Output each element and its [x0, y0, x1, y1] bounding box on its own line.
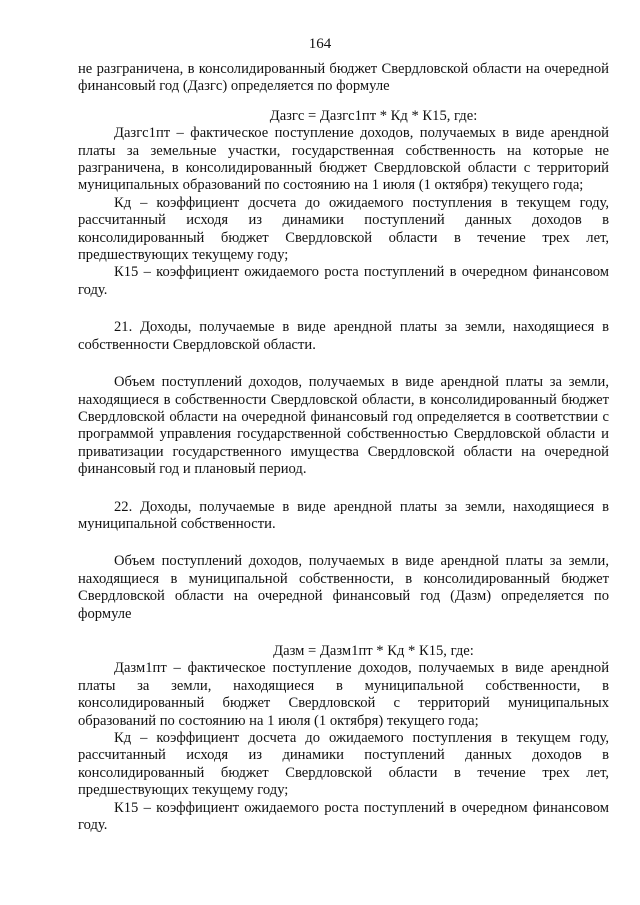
definition-k15: К15 – коэффициент ожидаемого роста поступлений в очередном финансовом году.: [78, 264, 609, 298]
formula-dazgs: Дазгс = Дазгс1пт * Кд * К15, где:: [269, 107, 478, 124]
section-heading-22: 22. Доходы, получаемые в виде арендной платы за земли, находящиеся в муниципальной собственности.: [78, 498, 609, 532]
definition-dazm1pt: Дазм1пт – фактическое поступление доходов, получаемых в виде арендной платы за земли, находящиеся в муниципальной собственности, в консолидированный бюджет Свердловской с территорий муниципальных образований по состоянию на 1 июля (1 октября) текущего года;: [78, 660, 609, 729]
definition-k15-2: К15 – коэффициент ожидаемого роста поступлений в очередном финансовом году.: [78, 799, 609, 834]
page-number: 164: [308, 36, 332, 52]
paragraph-continuation: не разграничена, в консолидированный бюджет Свердловской области на очередной финансовый год (Дазгс) определяется по формуле: [78, 61, 609, 95]
paragraph-section-21: Объем поступлений доходов, получаемых в виде арендной платы за земли, находящиеся в собственности Свердловской области, в консолидированный бюджет Свердловской области на очередной финансовый год определяется в соответствии с программой управления государственной собственностью Свердловской области и приватизации государственного имущества Свердловской области на очередной финансовый год и плановый период.: [78, 374, 609, 478]
document-body: [78, 61, 609, 834]
definition-kd-2: Кд – коэффициент досчета до ожидаемого поступления в текущем году, рассчитанный исходя из динамики поступлений данных доходов в консолидированный бюджет Свердловской области в течение трех лет, предшествующих текущему году;: [78, 730, 609, 799]
section-heading-21: 21. Доходы, получаемые в виде арендной платы за земли, находящиеся в собственности Свердловской области.: [78, 319, 609, 353]
definition-kd: Кд – коэффициент досчета до ожидаемого поступления в текущем году, рассчитанный исходя из динамики поступлений данных доходов в консолидированный бюджет Свердловской области в течение трех лет, предшествующих текущему году;: [78, 194, 609, 264]
formula-dazm: Дазм = Дазм1пт * Кд * К15, где:: [273, 642, 474, 659]
definition-dazgs1pt: Дазгс1пт – фактическое поступление доходов, получаемых в виде арендной платы за земельные участки, государственная собственность на которые не разграничена, в консолидированный бюджет Свердловской области с территорий муниципальных образований по состоянию на 1 июля (1 октября) текущего года;: [78, 125, 609, 194]
paragraph-section-22: Объем поступлений доходов, получаемых в виде арендной платы за земли, находящиеся в муниципальной собственности, в консолидированный бюджет Свердловской области на очередной финансовый год (Дазм) определяется по формуле: [78, 553, 609, 622]
